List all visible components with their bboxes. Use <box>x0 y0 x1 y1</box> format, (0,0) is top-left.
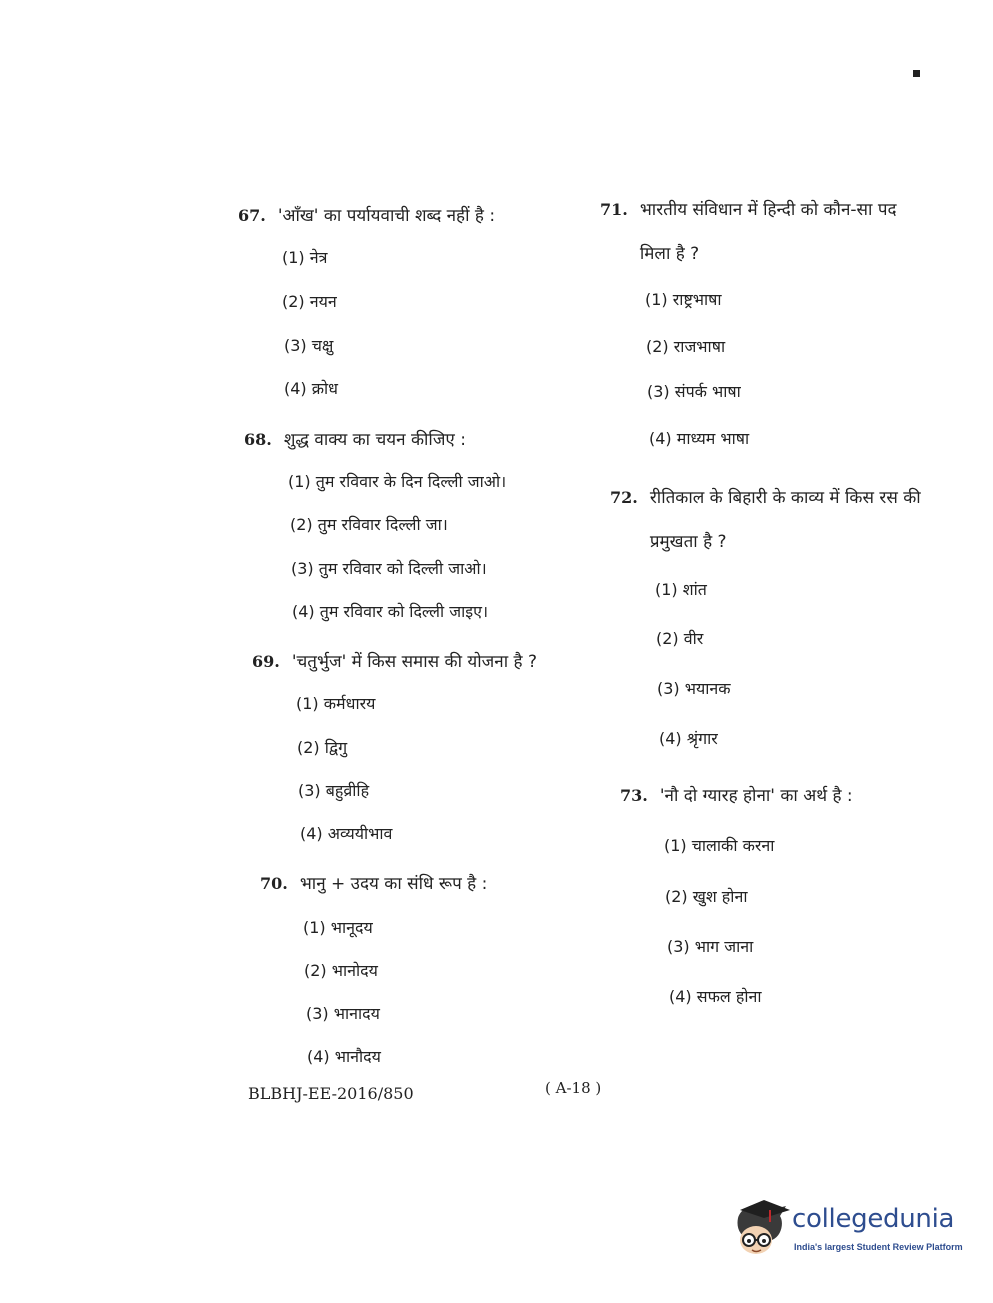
option: (4) तुम रविवार को दिल्ली जाइए। <box>292 602 489 621</box>
question-72 <box>610 476 928 748</box>
page-number: ( A-18 ) <box>545 1079 602 1097</box>
option: (1) नेत्र <box>282 248 328 267</box>
option: (1) भानूदय <box>303 918 373 937</box>
scan-mark <box>913 70 920 77</box>
paper-code: BLBHJ-EE-2016/850 <box>248 1084 414 1103</box>
question-text: शुद्ध वाक्य का चयन कीजिए : <box>283 430 466 450</box>
question-text: 'आँख' का पर्यायवाची शब्द नहीं है : <box>277 206 496 226</box>
question-text: भारतीय संविधान में हिन्दी को कौन-सा पद मिला है ? <box>639 200 897 264</box>
question-number: 67. <box>238 206 266 225</box>
option: (2) द्विगु <box>297 738 348 757</box>
question-number: 68. <box>244 430 272 449</box>
question-73 <box>620 774 920 1006</box>
option: (1) राष्ट्रभाषा <box>645 290 722 309</box>
option: (3) भाग जाना <box>667 937 754 956</box>
option: (2) वीर <box>656 629 704 648</box>
option: (2) भानोदय <box>304 961 378 980</box>
question-number: 69. <box>252 652 280 671</box>
option: (3) संपर्क भाषा <box>647 382 741 401</box>
option: (2) खुश होना <box>665 887 748 906</box>
option: (3) तुम रविवार को दिल्ली जाओ। <box>291 559 487 578</box>
question-text: 'नौ दो ग्यारह होना' का अर्थ है : <box>659 786 853 806</box>
question-68 <box>244 418 584 621</box>
option: (4) अव्ययीभाव <box>300 824 393 843</box>
option: (1) तुम रविवार के दिन दिल्ली जाओ। <box>288 472 507 491</box>
option: (4) श्रृंगार <box>659 729 718 748</box>
option: (2) तुम रविवार दिल्ली जा। <box>290 515 448 534</box>
question-71 <box>600 188 918 448</box>
option: (2) राजभाषा <box>646 337 726 356</box>
mascot-icon <box>734 1196 794 1260</box>
question-69 <box>252 640 582 843</box>
question-text: भानु + उदय का संधि रूप है : <box>299 874 488 894</box>
option: (3) चक्षु <box>284 336 334 355</box>
option: (1) शांत <box>655 580 707 599</box>
question-number: 72. <box>610 488 638 507</box>
option: (4) सफल होना <box>669 987 762 1006</box>
question-67 <box>238 194 568 398</box>
option: (1) चालाकी करना <box>664 836 775 855</box>
question-number: 70. <box>260 874 288 893</box>
option: (4) भानौदय <box>307 1047 381 1066</box>
question-number: 71. <box>600 200 628 219</box>
option: (1) कर्मधारय <box>296 694 376 713</box>
option: (4) क्रोध <box>284 379 339 398</box>
option: (3) भयानक <box>657 679 731 698</box>
option: (3) भानादय <box>306 1004 380 1023</box>
brand-name: collegedunia <box>792 1204 955 1234</box>
brand-tagline: India's largest Student Review Platform <box>794 1242 963 1252</box>
collegedunia-logo <box>734 1196 966 1260</box>
option: (3) बहुव्रीहि <box>298 781 370 800</box>
question-text: 'चतुर्भुज' में किस समास की योजना है ? <box>291 652 537 672</box>
question-text: रीतिकाल के बिहारी के काव्य में किस रस की प्रमुखता है ? <box>649 488 921 552</box>
option: (4) माध्यम भाषा <box>649 429 750 448</box>
question-number: 73. <box>620 786 648 805</box>
question-70 <box>260 862 580 1066</box>
option: (2) नयन <box>282 292 337 311</box>
